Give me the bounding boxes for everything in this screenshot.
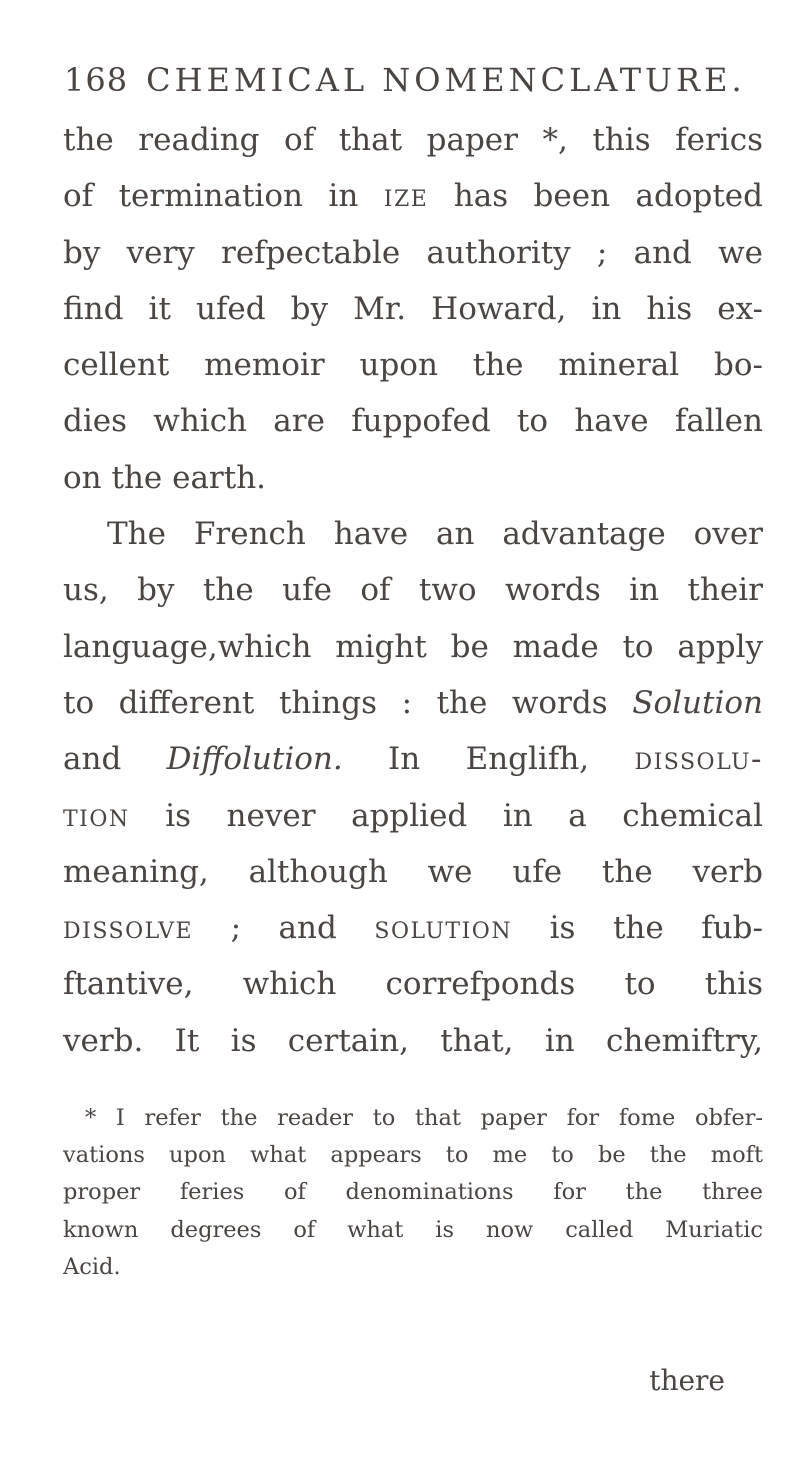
- italic-term: Solution: [632, 684, 763, 721]
- text-span: known degrees of what is now called Muriatic: [63, 1216, 763, 1243]
- text-line: [63, 506, 763, 562]
- text-line: [63, 731, 763, 787]
- text-span: to different things : the words: [63, 684, 633, 721]
- text-span: language,which might be made to apply: [63, 628, 763, 665]
- text-line: [63, 393, 763, 449]
- text-span: * I refer the reader to that paper for fome obfer-: [85, 1105, 763, 1131]
- text-line: [63, 281, 763, 337]
- text-span: has been adopted: [428, 178, 763, 215]
- text-line: [63, 788, 763, 844]
- italic-term: Diffolution.: [166, 741, 343, 778]
- text-span: is never applied in a chemical: [129, 797, 763, 834]
- footnote: [63, 1100, 763, 1286]
- running-title: CHEMICAL NOMENCLATURE.: [146, 61, 746, 99]
- text-span: ftantive, which correfponds to this: [63, 966, 763, 1003]
- small-caps-term: dissolve: [63, 910, 194, 947]
- text-span: verb. It is certain, that, in chemiftry,: [63, 1022, 763, 1059]
- footnote-line: [63, 1137, 763, 1174]
- text-line: [63, 450, 763, 506]
- text-line: [63, 956, 763, 1012]
- text-line: [63, 1013, 763, 1069]
- text-line: [63, 844, 763, 900]
- small-caps-term: tion: [63, 797, 130, 834]
- text-line: [63, 900, 763, 956]
- text-span: and: [63, 741, 167, 778]
- text-line: [63, 337, 763, 393]
- footnote-line: [63, 1212, 763, 1249]
- page-number: 168: [64, 61, 129, 99]
- text-span: In Englifh,: [342, 741, 635, 778]
- small-caps-term: ize: [383, 178, 429, 215]
- text-span: meaning, although we ufe the verb: [63, 853, 763, 890]
- footnote-line: [63, 1249, 763, 1286]
- body-text: [63, 112, 763, 1069]
- text-span: cellent memoir upon the mineral bo-: [63, 347, 763, 384]
- text-span: by very refpectable authority ; and we: [63, 234, 763, 271]
- text-span: dies which are fuppofed to have fallen: [63, 403, 763, 440]
- page-header: [64, 58, 764, 102]
- text-span: of termination in: [63, 178, 384, 215]
- text-span: The French have an advantage over: [107, 516, 763, 553]
- text-span: on the earth.: [63, 459, 267, 496]
- text-span: us, by the ufe of two words in their: [63, 572, 763, 609]
- text-line: [63, 168, 763, 224]
- footnote-line: [63, 1174, 763, 1211]
- text-line: [63, 112, 763, 168]
- small-caps-term: solution: [374, 910, 513, 947]
- text-line: [63, 225, 763, 281]
- text-span: ; and: [193, 910, 375, 947]
- catchword: there: [649, 1364, 725, 1397]
- text-span: is the fub-: [512, 910, 763, 947]
- text-line: [63, 675, 763, 731]
- text-span: proper feries of denominations for the three: [63, 1179, 763, 1206]
- text-line: [63, 619, 763, 675]
- text-line: [63, 562, 763, 618]
- text-span: Acid.: [63, 1253, 121, 1280]
- text-span: find it ufed by Mr. Howard, in his ex-: [63, 290, 763, 327]
- text-span: the reading of that paper *, this ferics: [63, 122, 763, 158]
- text-span: vations upon what appears to me to be the moft: [63, 1142, 763, 1169]
- footnote-line: [63, 1100, 763, 1137]
- small-caps-term: dissolu-: [634, 741, 763, 778]
